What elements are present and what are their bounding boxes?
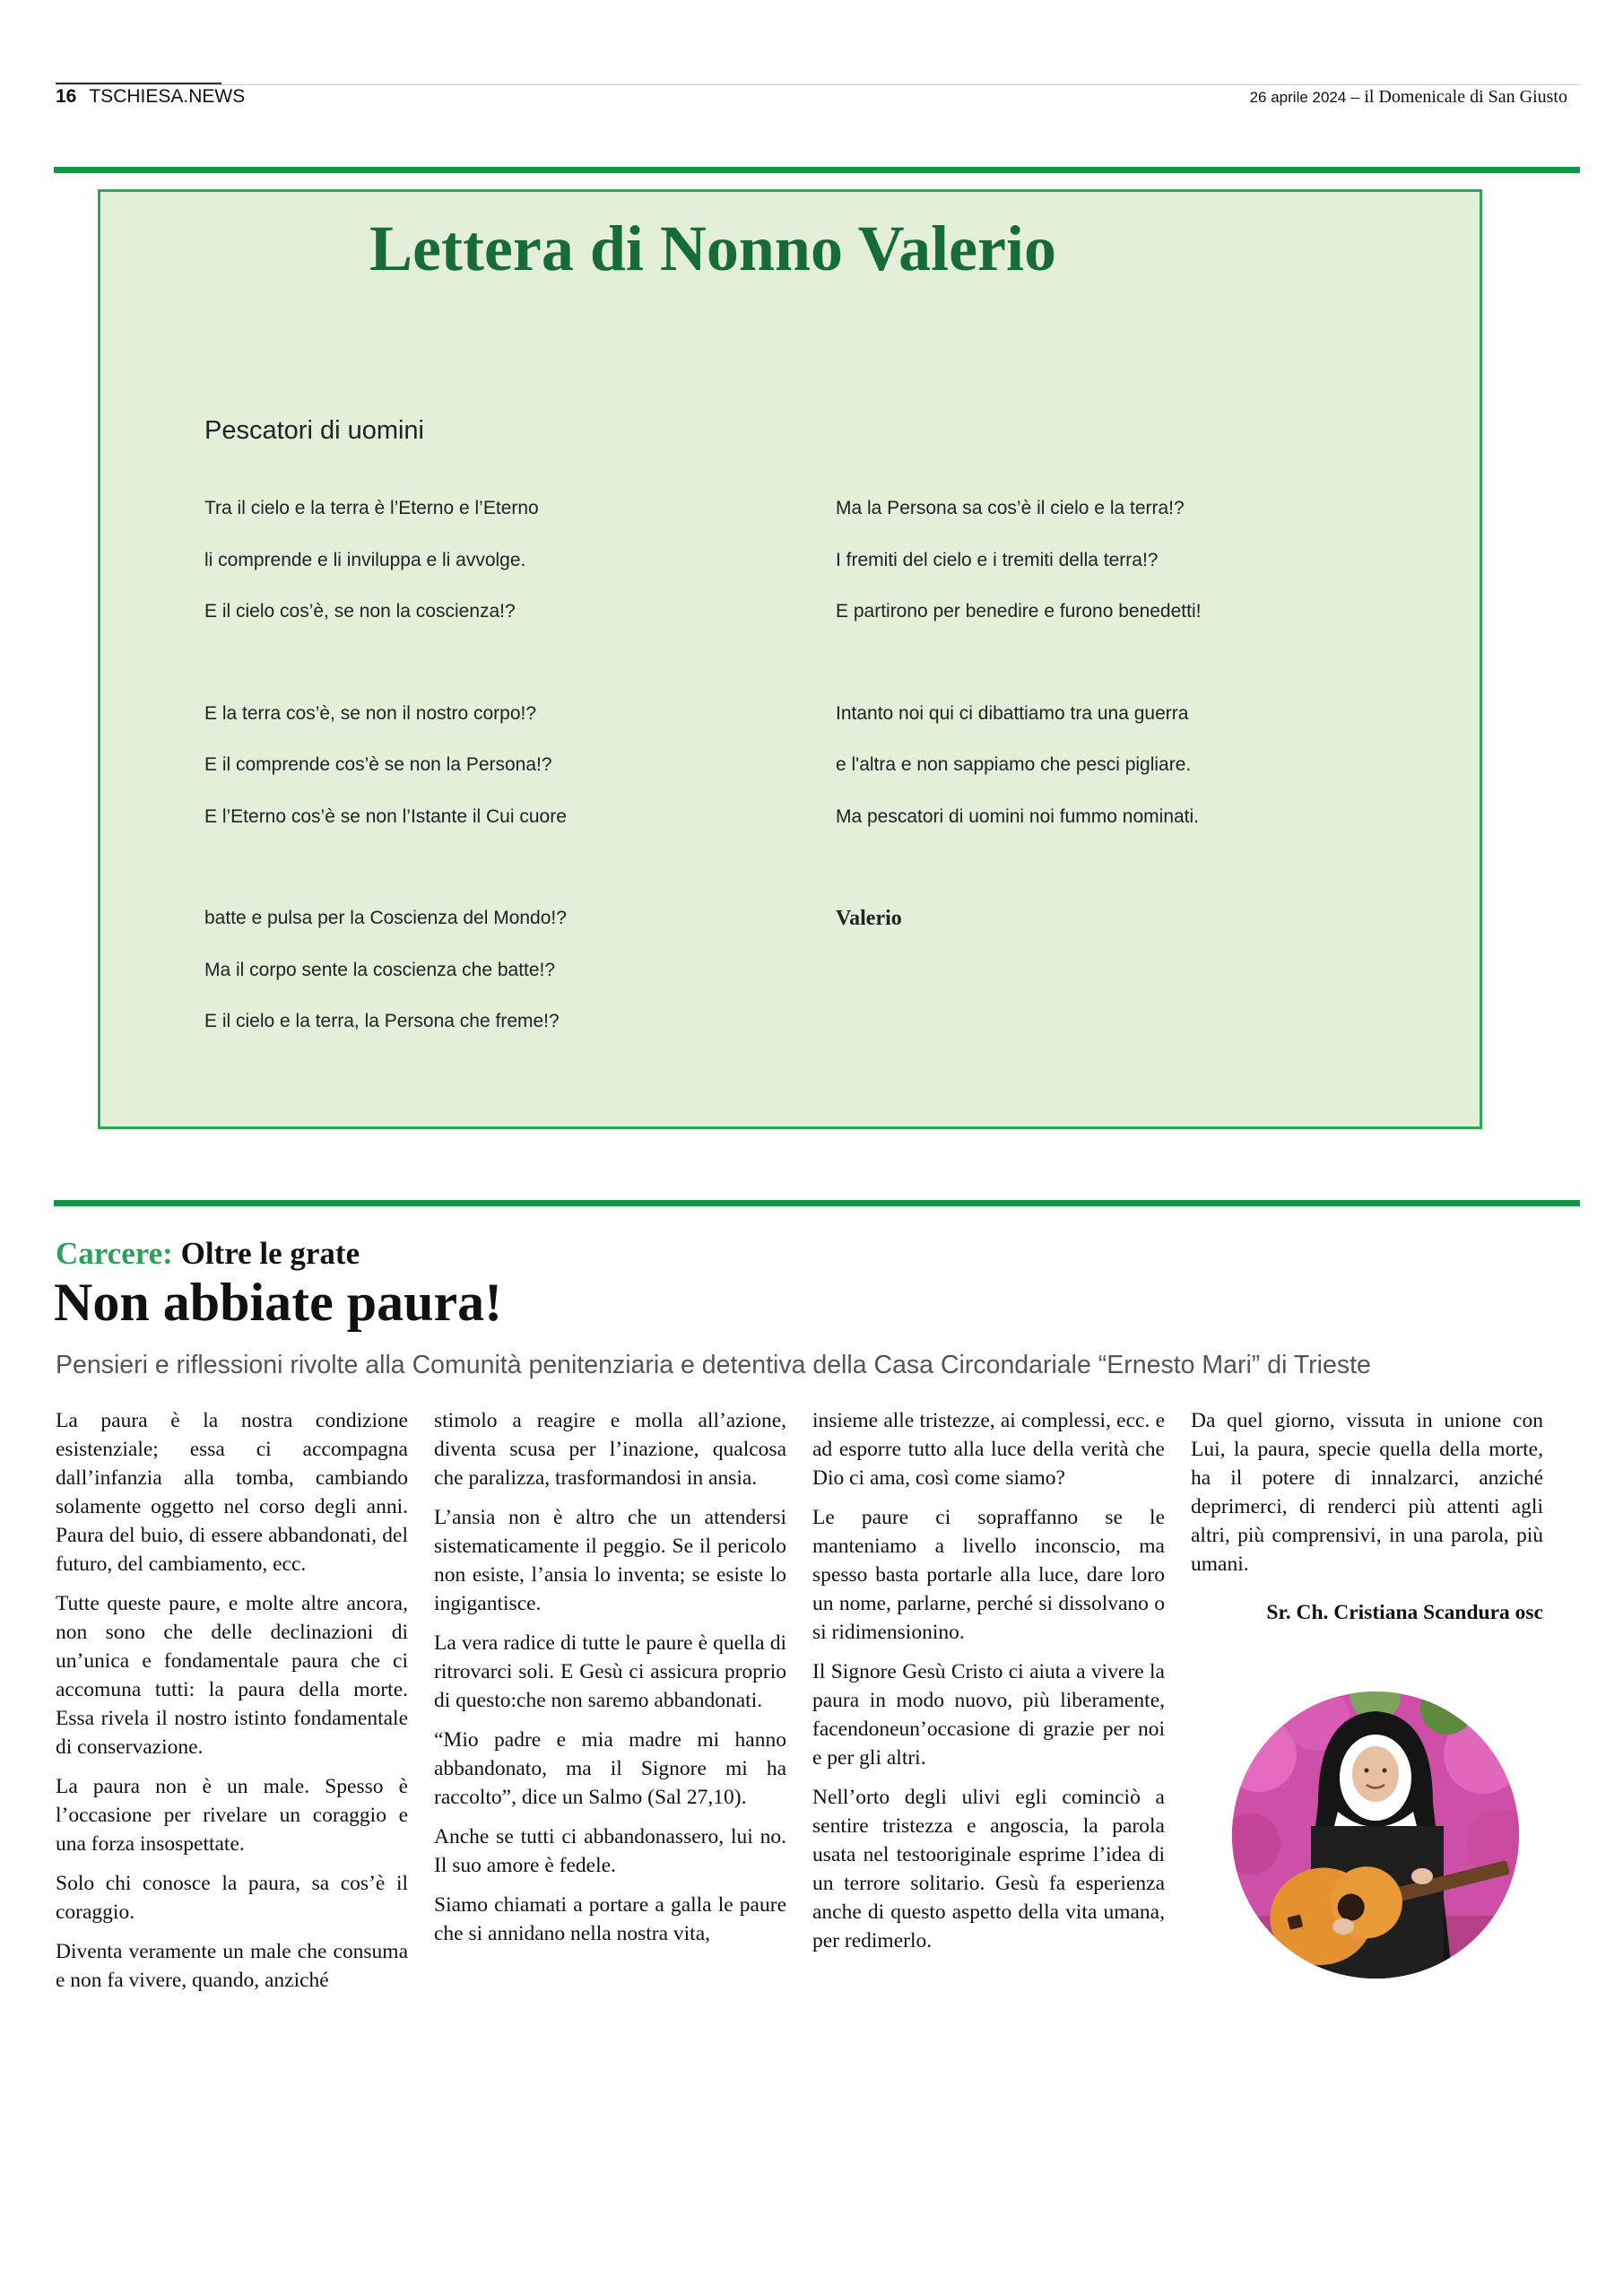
- kicker-label: Carcere:: [56, 1236, 173, 1271]
- article-column-2: [434, 1406, 786, 1959]
- poem-line: E la terra cos’è, se non il nostro corpo!?: [204, 702, 537, 724]
- running-header-left: [56, 86, 245, 108]
- article-subtitle: Pensieri e riflessioni rivolte alla Comunità penitenziaria e detentiva della Casa Circondariale “Ernesto Mari” di Trieste: [56, 1351, 1371, 1379]
- poem-line: Ma il corpo sente la coscienza che batte!?: [204, 959, 556, 980]
- article-headline: Non abbiate paura!: [54, 1273, 503, 1332]
- paragraph: Nell’orto degli ulivi egli cominciò a sentire tristezza e angoscia, la parola usata nel testooriginale esprime l’idea di un terrore solitario. Gesù fa esperienza anche di questo aspetto della vita umana, per redimerlo.: [812, 1786, 1165, 1952]
- issue-date: 26 aprile 2024: [1249, 89, 1347, 106]
- author-portrait-illustration: [1232, 1692, 1519, 1979]
- header-rule: [56, 84, 1580, 85]
- stanza: [204, 700, 814, 856]
- paragraph: Diventa veramente un male che consuma e non fa vivere, quando, anziché: [56, 1940, 408, 1992]
- poem-line: e l'altra e non sappiamo che pesci pigliare.: [836, 754, 1192, 775]
- site-name[interactable]: TSCHIESA.NEWS: [89, 86, 246, 107]
- paragraph: La vera radice di tutte le paure è quella di ritrovarci soli. E Gesù ci assicura proprio di questo:che non saremo abbandonati.: [434, 1631, 786, 1712]
- poem-line: E il comprende cos’è se non la Persona!?: [204, 754, 552, 775]
- author-photo: [1232, 1692, 1519, 1979]
- poem-line: Tra il cielo e la terra è l’Eterno e l’Eterno: [204, 498, 539, 518]
- running-header-right: [1250, 87, 1567, 108]
- paragraph: Il Signore Gesù Cristo ci aiuta a vivere la paura in modo nuovo, più liberamente, facendoneun’occasione di grazie per noi e per gli altri.: [812, 1660, 1165, 1770]
- kicker-title: Oltre le grate: [180, 1236, 360, 1271]
- poem-line: batte e pulsa per la Coscienza del Mondo!?: [204, 908, 567, 928]
- poem-line: li comprende e li inviluppa e li avvolge.: [204, 549, 526, 570]
- paragraph: Da quel giorno, vissuta in unione con Lui, la paura, specie quella della morte, ha il potere di innalzarci, anziché deprimerci, di renderci più attenti agli altri, più comprensivi, in una parola, più umani.: [1191, 1409, 1543, 1576]
- poem-line: Ma la Persona sa cos’è il cielo e la terra!?: [836, 498, 1185, 518]
- poem-title: Pescatori di uomini: [204, 416, 424, 445]
- stanza-gap: [204, 855, 814, 905]
- section-rule-top: [54, 167, 1580, 173]
- paragraph: Siamo chiamati a portare a galla le paure che si annidano nella nostra vita,: [434, 1893, 786, 1945]
- poem-line: I fremiti del cielo e i tremiti della terra!?: [836, 549, 1159, 570]
- stanza-gap: [836, 855, 1445, 905]
- paragraph: L’ansia non è altro che un attendersi sistematicamente il peggio. Se il pericolo non esiste, l’ansia lo inventa; se esiste lo ingigantisce.: [434, 1506, 786, 1615]
- paragraph: La paura non è un male. Spesso è l’occasione per rivelare un coraggio e una forza insospettate.: [56, 1775, 408, 1856]
- poem-column-left: [204, 495, 814, 1060]
- article-kicker: [56, 1236, 360, 1272]
- poem-line: E il cielo cos’è, se non la coscienza!?: [204, 601, 516, 622]
- paragraph: Le paure ci sopraffanno se le manteniamo a livello inconscio, ma spesso basta portarle alla luce, dare loro un nome, parlarne, perché si dissolvano o si ridimensionino.: [812, 1506, 1165, 1644]
- article-column-3: [812, 1406, 1165, 1966]
- stanza: [836, 495, 1445, 650]
- paragraph: Tutte queste paure, e molte altre ancora, non sono che delle declinazioni di un’unica e fondamentale paura che ci accomuna tutti: la paura della morte. Essa rivela il nostro istinto fondamentale di conservazione.: [56, 1592, 408, 1759]
- letter-signature: Valerio: [836, 907, 902, 930]
- poem-line: E il cielo e la terra, la Persona che freme!?: [204, 1011, 560, 1031]
- stanza-gap: [836, 650, 1445, 700]
- article-column-4: [1191, 1406, 1543, 1627]
- poem-line: E l’Eterno cos’è se non l’Istante il Cui cuore: [204, 805, 567, 827]
- poem-column-right: [836, 495, 1445, 957]
- poem-line: E partirono per benedire e furono benedetti!: [836, 601, 1202, 622]
- stanza: [204, 905, 814, 1060]
- paragraph: stimolo a reagire e molla all’azione, diventa scusa per l’inazione, qualcosa che paralizza, trasformandosi in ansia.: [434, 1409, 786, 1490]
- poem-line: Intanto noi qui ci dibattiamo tra una guerra: [836, 702, 1189, 724]
- paragraph: insieme alle tristezze, ai complessi, ecc. e ad esporre tutto alla luce della verità che Dio ci ama, così come siamo?: [812, 1409, 1165, 1490]
- stanza-gap: [204, 650, 814, 700]
- article-author: Sr. Ch. Cristiana Scandura osc: [1266, 1601, 1543, 1624]
- poem-line: Ma pescatori di uomini noi fummo nominati.: [836, 805, 1200, 827]
- section-rule-bottom: [54, 1200, 1580, 1206]
- paragraph: Solo chi conosce la paura, sa cos’è il coraggio.: [56, 1872, 408, 1924]
- letter-box: [98, 189, 1482, 1129]
- paragraph: “Mio padre e mia madre mi hanno abbandonato, ma il Signore mi ha raccolto”, dice un Salmo (Sal 27,10).: [434, 1728, 786, 1809]
- paragraph: La paura è la nostra condizione esistenziale; essa ci accompagna dall’infanzia alla tomba, cambiando solamente oggetto nel corso degli anni. Paura del buio, di essere abbandonati, del futuro, del cambiamento, ecc.: [56, 1409, 408, 1576]
- stanza: [836, 700, 1445, 856]
- letter-title: Lettera di Nonno Valerio: [369, 213, 1056, 284]
- paragraph: Anche se tutti ci abbandonassero, lui no. Il suo amore è fedele.: [434, 1825, 786, 1877]
- page-number: 16: [56, 86, 77, 107]
- publication-name: il Domenicale di San Giusto: [1364, 87, 1567, 107]
- header-dash: –: [1350, 87, 1360, 107]
- article-column-1: [56, 1406, 408, 2005]
- stanza: [204, 495, 814, 650]
